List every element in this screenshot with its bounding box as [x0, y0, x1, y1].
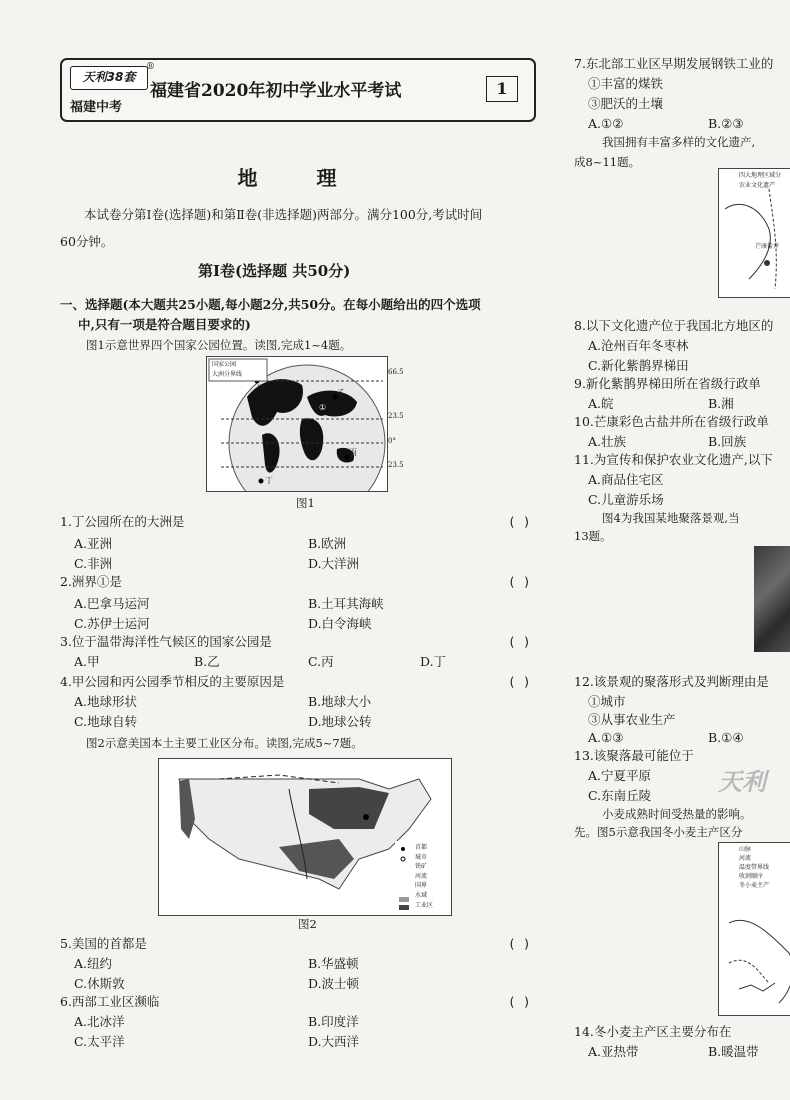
marker-label-yi: 乙: [337, 388, 345, 397]
q2-option-a[interactable]: A.巴拿马运河: [74, 596, 150, 611]
q5-option-a[interactable]: A.纽约: [74, 956, 113, 971]
wheat-intro-2: 先。图5示意我国冬小麦主产区分: [574, 825, 743, 839]
q13-stem: 13.该聚落最可能位于: [574, 748, 694, 763]
q4-option-b[interactable]: B.地球大小: [308, 694, 372, 709]
q14-stem: 14.冬小麦主产区主要分布在: [574, 1024, 732, 1039]
world-map-figure: [206, 356, 388, 492]
q3-option-a[interactable]: A.甲: [74, 654, 100, 669]
lat-label-23s: 23.5: [388, 461, 404, 469]
q5-option-b[interactable]: B.华盛顿: [308, 956, 359, 971]
fig2-caption: 图2: [298, 917, 317, 931]
q6-option-d[interactable]: D.大西洋: [308, 1034, 360, 1049]
q9-option-a[interactable]: A.皖: [588, 396, 614, 411]
q5-stem: 5.美国的首都是: [60, 936, 147, 951]
registered-mark: ®: [146, 62, 155, 72]
q4-answer-paren[interactable]: ( ): [508, 674, 531, 689]
subject-title: 地 理: [237, 166, 363, 190]
marker-label-jia: 甲: [257, 384, 265, 393]
section1-line1: 一、选择题(本大题共25小题,每小题2分,共50分。在每小题给出的四个选项: [60, 297, 481, 312]
harvest-order-line: [729, 960, 769, 983]
legend-capital-symbol: [401, 847, 405, 851]
q14-option-b[interactable]: B.暖温带: [708, 1044, 759, 1059]
exam-region: 福建中考: [70, 100, 123, 115]
q8-option-a[interactable]: A.沧州百年冬枣林: [588, 338, 689, 353]
logo: 天利38套: [70, 66, 148, 90]
culture-intro-2: 成8~11题。: [574, 155, 641, 169]
q13-option-a[interactable]: A.宁夏平原: [588, 768, 652, 783]
fig1-caption: 图1: [296, 496, 315, 510]
lat-label-23n: 23.5: [388, 412, 404, 420]
q10-option-b[interactable]: B.回族: [708, 434, 747, 449]
marker-label-bing: 丙: [349, 448, 357, 457]
q1-answer-paren[interactable]: ( ): [508, 514, 531, 529]
usa-map-figure: [158, 758, 452, 916]
fig4-intro-2: 13题。: [574, 529, 612, 543]
q1-option-d[interactable]: D.大洋洲: [308, 556, 360, 571]
q2-answer-paren[interactable]: ( ): [508, 574, 531, 589]
q1-stem: 1.丁公园所在的大洲是: [60, 514, 185, 529]
marker-label-ding: 丁: [265, 476, 273, 485]
q8-stem: 8.以下文化遗产位于我国北方地区的: [574, 318, 774, 333]
q6-option-c[interactable]: C.太平洋: [74, 1034, 125, 1049]
q5-option-d[interactable]: D.波士顿: [308, 976, 360, 991]
q7-option-1: ①丰富的煤铁: [588, 76, 664, 91]
q2-option-d[interactable]: D.白令海峡: [308, 616, 372, 631]
q3-option-c[interactable]: C.丙: [308, 654, 334, 669]
q1-option-a[interactable]: A.亚洲: [74, 536, 113, 551]
section1-line2: 中,只有一项是符合题目要求的): [78, 317, 251, 332]
q12-option-1: ①城市: [588, 694, 626, 709]
lat-label-0: 0°: [388, 437, 396, 445]
heritage-marker: [764, 260, 770, 266]
part1-title: 第Ⅰ卷(选择题 共50分): [198, 262, 351, 280]
wheat-region-map: [718, 842, 790, 1016]
marker-label-1: ①: [319, 403, 327, 412]
park-marker-ding: [259, 479, 264, 484]
temperature-zone-line: [729, 920, 790, 1003]
q2-option-b[interactable]: B.土耳其海峡: [308, 596, 384, 611]
q8-option-c[interactable]: C.新化紫鹊界梯田: [588, 358, 689, 373]
q12-stem: 12.该景观的聚落形式及判断理由是: [574, 674, 769, 689]
fig5-legend: 山脉 河流 温度带界线 收割顺序 冬小麦主产: [739, 846, 770, 889]
q1-option-c[interactable]: C.非洲: [74, 556, 113, 571]
capital-marker: [363, 814, 369, 820]
q3-stem: 3.位于温带海洋性气候区的国家公园是: [60, 634, 272, 649]
q14-option-a[interactable]: A.亚热带: [588, 1044, 639, 1059]
exam-number: 1: [486, 76, 518, 102]
q13-option-c[interactable]: C.东南丘陵: [588, 788, 652, 803]
q9-option-b[interactable]: B.湘: [708, 396, 734, 411]
q10-stem: 10.芒康彩色古盐井所在省级行政单: [574, 414, 769, 429]
right-column: [568, 0, 790, 1100]
q7-option-3: ③肥沃的土壤: [588, 96, 664, 111]
mountain-range: [739, 983, 775, 991]
q4-stem: 4.甲公园和丙公园季节相反的主要原因是: [60, 674, 285, 689]
legend-industry-symbol: [399, 905, 409, 910]
q1-option-b[interactable]: B.欧洲: [308, 536, 347, 551]
q11-stem: 11.为宣传和保护农业文化遗产,以下: [574, 452, 773, 467]
q4-option-d[interactable]: D.地球公转: [308, 714, 372, 729]
q2-stem: 2.洲界①是: [60, 574, 122, 589]
fig3-place-label: 芒康盐井: [755, 243, 780, 250]
fig1-intro: 图1示意世界四个国家公园位置。读图,完成1~4题。: [86, 338, 352, 352]
intro-line2: 60分钟。: [60, 234, 114, 249]
q4-option-c[interactable]: C.地球自转: [74, 714, 138, 729]
wheat-intro: 小麦成熟时间受热量的影响。: [602, 807, 752, 821]
q3-option-d[interactable]: D.丁: [420, 654, 447, 669]
legend-water-symbol: [399, 897, 409, 902]
settlement-photo: [754, 546, 790, 652]
fig4-intro: 图4为我国某地聚落景观,当: [602, 511, 740, 525]
q5-option-c[interactable]: C.休斯敦: [74, 976, 125, 991]
q11-option-a[interactable]: A.商品住宅区: [588, 472, 664, 487]
q3-option-b[interactable]: B.乙: [194, 654, 220, 669]
q2-option-c[interactable]: C.苏伊士运河: [74, 616, 150, 631]
exam-banner: [60, 58, 536, 122]
fig1-legend: 国家公园 大洲分界线: [212, 361, 243, 378]
region-boundary: [725, 204, 770, 279]
publisher-watermark: 天利: [718, 767, 766, 796]
q7-answer-a[interactable]: A.①②: [588, 116, 624, 131]
china-heritage-map: [718, 168, 790, 298]
usa-map-svg: [159, 759, 451, 915]
q6-option-a[interactable]: A.北冰洋: [74, 1014, 125, 1029]
fig2-intro: 图2示意美国本土主要工业区分布。读图,完成5~7题。: [86, 736, 363, 750]
fig3-legend: 四大地理区域分 农业文化遗产: [739, 172, 782, 189]
q6-answer-paren[interactable]: ( ): [508, 994, 531, 1009]
q3-answer-paren[interactable]: ( ): [508, 634, 531, 649]
q12-answer-a[interactable]: A.①③: [588, 730, 624, 745]
exam-title: 福建省2020年初中学业水平考试: [150, 81, 402, 101]
q7-stem: 7.东北部工业区早期发展钢铁工业的: [574, 56, 774, 71]
q7-answer-b[interactable]: B.②③: [708, 116, 744, 131]
q12-option-3: ③从事农业生产: [588, 712, 676, 727]
lat-label-66: 66.5: [388, 368, 404, 376]
q9-stem: 9.新化紫鹊界梯田所在省级行政单: [574, 376, 761, 391]
q5-answer-paren[interactable]: ( ): [508, 936, 531, 951]
culture-intro: 我国拥有丰富多样的文化遗产,: [602, 135, 756, 149]
q10-option-a[interactable]: A.壮族: [588, 434, 627, 449]
q6-stem: 6.西部工业区濒临: [60, 994, 160, 1009]
q12-answer-b[interactable]: B.①④: [708, 730, 744, 745]
fig2-legend: 首都 城市 铁矿 河流 国界 水域 工业区: [415, 844, 434, 909]
q4-option-a[interactable]: A.地球形状: [74, 694, 138, 709]
q11-option-c[interactable]: C.儿童游乐场: [588, 492, 664, 507]
q6-option-b[interactable]: B.印度洋: [308, 1014, 359, 1029]
intro-line1: 本试卷分第Ⅰ卷(选择题)和第Ⅱ卷(非选择题)两部分。满分100分,考试时间: [84, 207, 483, 222]
